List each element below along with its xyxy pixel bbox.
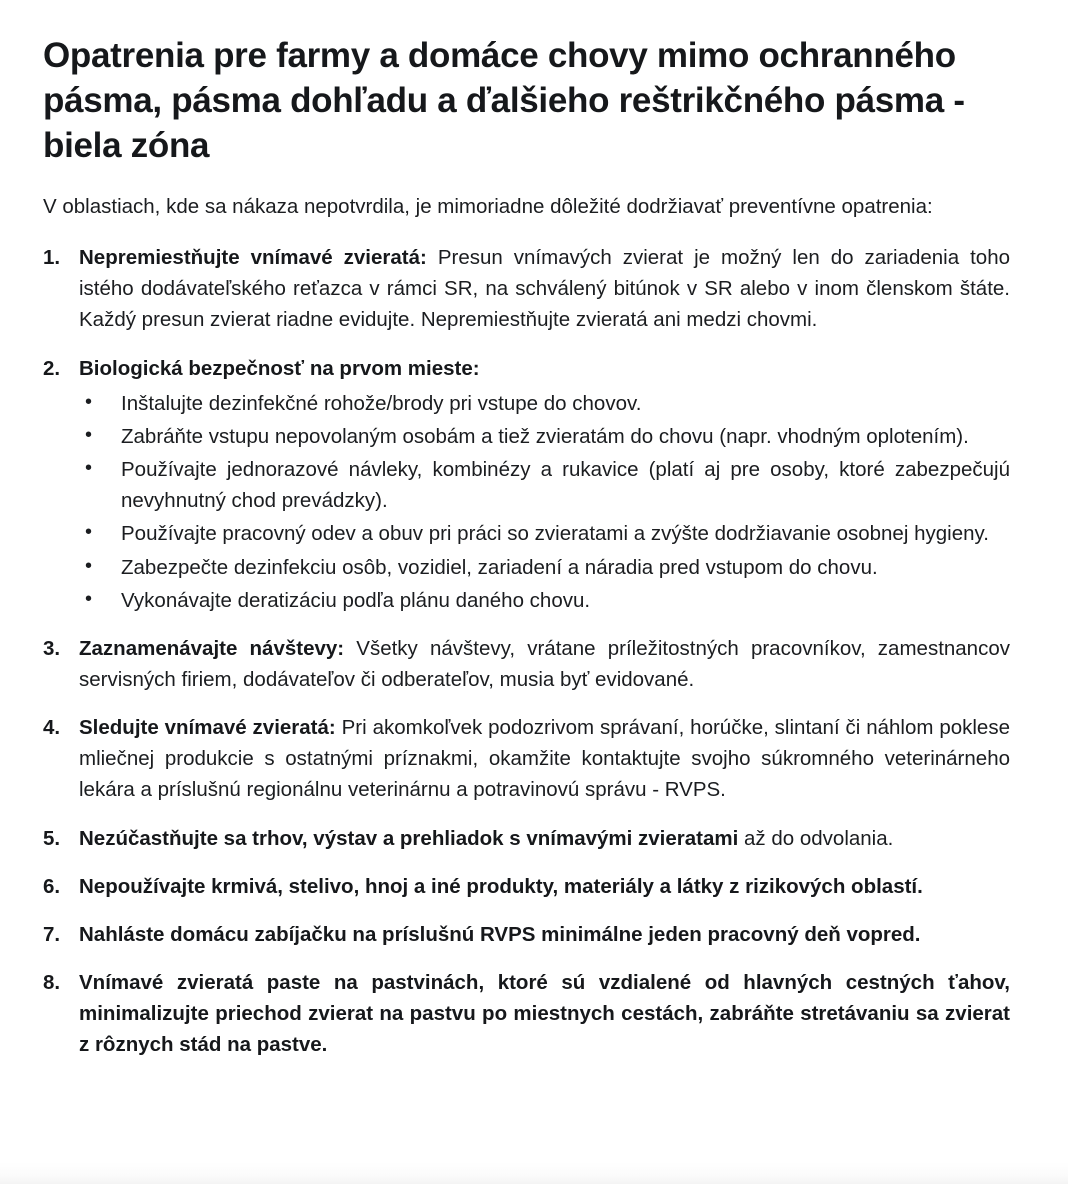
sub-bullet-item [79,552,1010,583]
list-item [43,919,1010,950]
sub-bullet-text: Inštalujte dezinfekčné rohože/brody pri vstupe do chovov. [121,391,642,415]
list-item-text [79,633,1010,695]
intro-paragraph: V oblastiach, kde sa nákaza nepotvrdila, je mimoriadne dôležité dodržiavať preventívne opatrenia: [43,195,933,219]
bullet-point-icon: • [85,390,93,413]
list-item-rest: Všetky návštevy, vrátane príležitostných pracovníkov, zamestnancov servisných firiem, dodávateľov či odberateľov, musia byť evidované. [79,636,1010,691]
sub-bullet-text: Používajte pracovný odev a obuv pri práci so zvieratami a zvýšte dodržiavanie osobnej hygieny. [121,522,989,546]
bullet-point-icon: • [85,554,93,577]
bullet-point-icon: • [85,423,93,446]
list-item-text [79,712,1010,805]
list-item-rest: Presun vnímavých zvierat je možný len do zariadenia toho istého dodávateľského reťazca v rámci SR, na schválený bitúnok v SR alebo v inom členskom štáte. Každý presun zvierat riadne evidujte. Nepremiestňujte zvieratá ani medzi chovmi. [79,246,1011,332]
sub-bullet-text: Zabráňte vstupu nepovolaným osobám a tiež zvieratám do chovu (napr. vhodným oplotením). [121,424,969,448]
bullet-point-icon: • [85,587,93,610]
bullet-point-icon: • [85,521,93,544]
list-item-rest: až do odvolania. [738,826,894,850]
list-item-number: 4. [43,716,61,740]
page-bottom-edge [0,1162,1068,1184]
sub-bullet-item [79,585,1010,616]
list-item [43,353,1010,616]
list-item-lead: Nahláste domácu zabíjačku na príslušnú RVPS minimálne jeden pracovný deň vopred. [79,922,921,946]
list-item-number: 2. [43,356,61,380]
list-item-lead: Zaznamenávajte návštevy: [79,636,345,660]
list-item [43,712,1010,805]
list-item-lead: Vnímavé zvieratá paste na pastvinách, ktoré sú vzdialené od hlavných cestných ťahov, minimalizujte priechod zvierat na pastvu po miestnych cestách, zabráňte stretávaniu sa zvierat z rôznych stád na pastve. [79,971,1010,1057]
sub-bullet-text: Používajte jednorazové návleky, kombinézy a rukavice (platí aj pre osoby, ktoré zabezpečujú nevyhnutný chod prevádzky). [121,458,1010,513]
list-item-number: 1. [43,246,61,270]
list-item-lead: Nepremiestňujte vnímavé zvieratá: [79,246,427,270]
page-title: Opatrenia pre farmy a domáce chovy mimo ochranného pásma, pásma dohľadu a ďalšieho reštrikčného pásma - biela zóna [43,36,965,165]
sub-bullet-item [79,518,1010,549]
measures-list [43,242,1010,1060]
list-item-text [79,967,1010,1060]
list-item [43,633,1010,695]
list-item-lead: Sledujte vnímavé zvieratá: [79,716,336,740]
sub-bullet-item [79,388,1010,419]
list-item-lead: Biologická bezpečnosť na prvom mieste: [79,356,480,380]
list-item-text [79,871,1010,902]
list-item-lead: Nezúčastňujte sa trhov, výstav a prehliadok s vnímavými zvieratami [79,826,739,850]
list-item [43,871,1010,902]
sub-bullet-text: Zabezpečte dezinfekciu osôb, vozidiel, zariadení a náradia pred vstupom do chovu. [121,555,878,579]
sub-bullet-item [79,454,1010,516]
list-item-number: 7. [43,922,61,946]
sub-bullet-list [79,388,1010,616]
list-item-text [79,823,1010,854]
list-item-number: 8. [43,971,61,995]
list-item-number: 3. [43,636,61,660]
list-item-text [79,919,1010,950]
list-item [43,967,1010,1060]
list-item-text [79,353,1010,384]
list-item-rest: Pri akomkoľvek podozrivom správaní, horúčke, slintaní či náhlom poklese mliečnej produkcie s ostatnými príznakmi, okamžite kontaktujte svojho súkromného veterinárneho lekára a príslušnú regionálnu veterinárnu a potravinovú správu - RVPS. [79,716,1010,802]
list-item [43,242,1010,335]
bullet-point-icon: • [85,457,93,480]
list-item-number: 5. [43,826,61,850]
sub-bullet-item [79,421,1010,452]
list-item [43,823,1010,854]
list-item-lead: Nepoužívajte krmivá, stelivo, hnoj a iné produkty, materiály a látky z rizikových oblastí. [79,874,923,898]
list-item-text [79,242,1010,335]
sub-bullet-text: Vykonávajte deratizáciu podľa plánu daného chovu. [121,588,591,612]
list-item-number: 6. [43,874,61,898]
